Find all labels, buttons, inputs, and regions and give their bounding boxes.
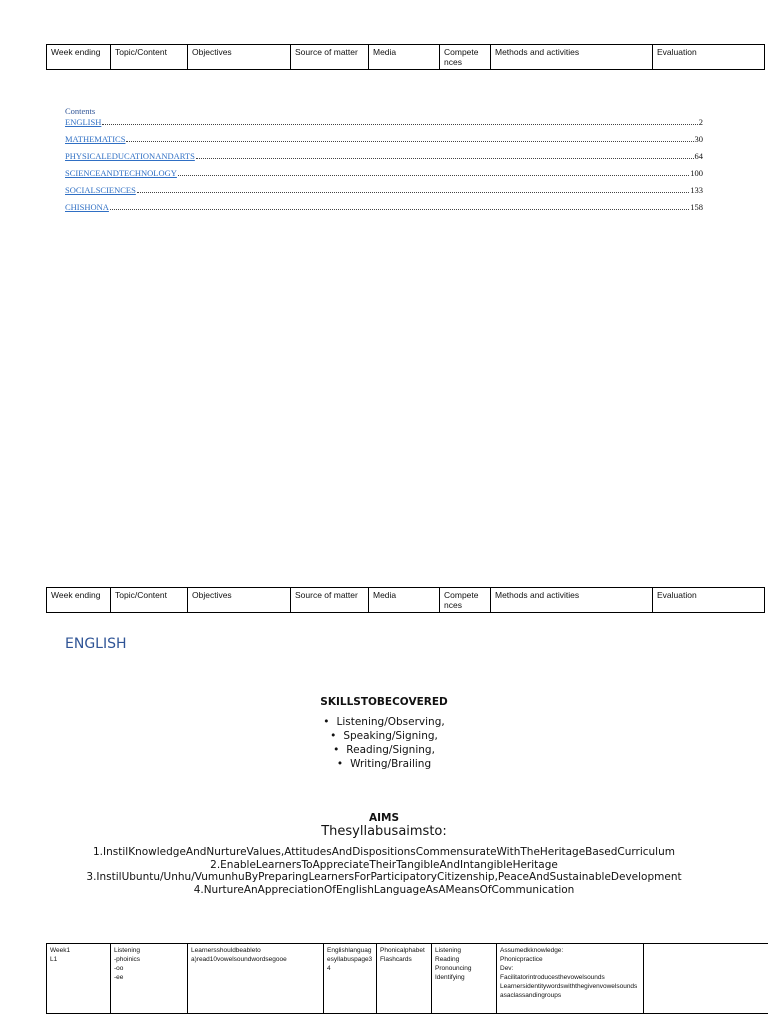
skills-list [0, 715, 768, 771]
toc-leader [196, 157, 694, 159]
aim-item: 2.EnableLearnersToAppreciateTheirTangibleAndIntangibleHeritage [210, 858, 558, 871]
skills-title: SKILLSTOBECOVERED [320, 696, 448, 708]
table-row [47, 944, 768, 1014]
header-cell-competences: Compete nces [440, 588, 491, 613]
header-cell-competences: Compete nces [440, 45, 491, 70]
toc-link-social-sciences[interactable]: SOCIALSCIENCES [65, 185, 136, 195]
toc-page-number: 30 [694, 134, 703, 144]
aims-subtitle: Thesyllabusaimsto: [321, 824, 447, 839]
header-table [46, 44, 765, 70]
toc-page-number: 158 [690, 202, 703, 212]
cell-source: Englishlanguagesyllabuspage34 [324, 944, 377, 1014]
toc-page-number: 100 [690, 168, 703, 178]
header-cell-week-ending: Week ending [47, 588, 111, 613]
toc-entry [65, 185, 703, 202]
toc-link-physical-education[interactable]: PHYSICALEDUCATIONANDARTS [65, 151, 195, 161]
toc-page-number: 133 [690, 185, 703, 195]
toc-page-number: 64 [694, 151, 703, 161]
skill-item: • Listening/Observing, [0, 715, 768, 729]
cell-methods: Assumedkknowledge: Phonicpractice Dev: Facilitatorintroducesthevowelsounds Learnersidentitywordswiththegivenvowelsoundsasaclassandingroups [497, 944, 644, 1014]
header-table [46, 587, 765, 613]
header-cell-source: Source of matter [291, 45, 369, 70]
toc-link-english[interactable]: ENGLISH [65, 117, 102, 127]
aim-item: 4.NurtureAnAppreciationOfEnglishLanguageAsAMeansOfCommunication [193, 883, 575, 896]
header-cell-evaluation: Evaluation [653, 45, 765, 70]
aims-title: AIMS [368, 812, 400, 824]
header-cell-topic: Topic/Content [111, 588, 188, 613]
toc-entry [65, 117, 703, 134]
toc-link-mathematics[interactable]: MATHEMATICS [65, 134, 126, 144]
cell-evaluation [644, 944, 768, 1014]
toc-entry [65, 134, 703, 151]
aim-item: 3.InstilUbuntu/Unhu/VumunhuByPreparingLearnersForParticipatoryCitizenship,PeaceAndSustainableDevelopment [86, 871, 682, 883]
header-row [47, 588, 765, 613]
header-cell-media: Media [369, 588, 440, 613]
header-cell-evaluation: Evaluation [653, 588, 765, 613]
cell-week: Week1 L1 [47, 944, 111, 1014]
aim-item: 1.InstilKnowledgeAndNurtureValues,AttitudesAndDispositionsCommensurateWithTheHeritageBasedCurriculum [93, 846, 675, 858]
header-cell-week-ending: Week ending [47, 45, 111, 70]
header-row [47, 45, 765, 70]
table-of-contents [65, 106, 703, 219]
header-cell-objectives: Objectives [188, 588, 291, 613]
header-cell-media: Media [369, 45, 440, 70]
header-cell-methods: Methods and activities [491, 45, 653, 70]
toc-leader [126, 140, 693, 142]
header-cell-source: Source of matter [291, 588, 369, 613]
cell-topic: Listening -phoinics -oo -ee [111, 944, 188, 1014]
header-cell-topic: Topic/Content [111, 45, 188, 70]
skill-item: • Speaking/Signing, [0, 729, 768, 743]
toc-entry [65, 168, 703, 185]
toc-link-chishona[interactable]: CHISHONA [65, 202, 109, 212]
toc-entry [65, 202, 703, 219]
skill-item: • Reading/Signing, [0, 743, 768, 757]
cell-objectives: Learnersshouldbeableto a)read10vowelsoundwordsegooe [188, 944, 324, 1014]
toc-page-number: 2 [698, 117, 703, 127]
cell-competences: Listening Reading Pronouncing Identifying [432, 944, 497, 1014]
toc-link-science[interactable]: SCIENCEANDTECHNOLOGY [65, 168, 177, 178]
week-plan-table [46, 943, 768, 1014]
toc-entry [65, 151, 703, 168]
toc-leader [137, 191, 689, 193]
toc-leader [102, 123, 697, 125]
toc-title: Contents [65, 106, 96, 116]
header-cell-objectives: Objectives [188, 45, 291, 70]
toc-leader [178, 174, 689, 176]
header-cell-methods: Methods and activities [491, 588, 653, 613]
toc-leader [110, 208, 689, 210]
section-heading-english: ENGLISH [65, 636, 127, 652]
skill-item: • Writing/Brailing [0, 757, 768, 771]
cell-media: Phonicalphabet Flashcards [377, 944, 432, 1014]
aims-list [0, 846, 768, 896]
